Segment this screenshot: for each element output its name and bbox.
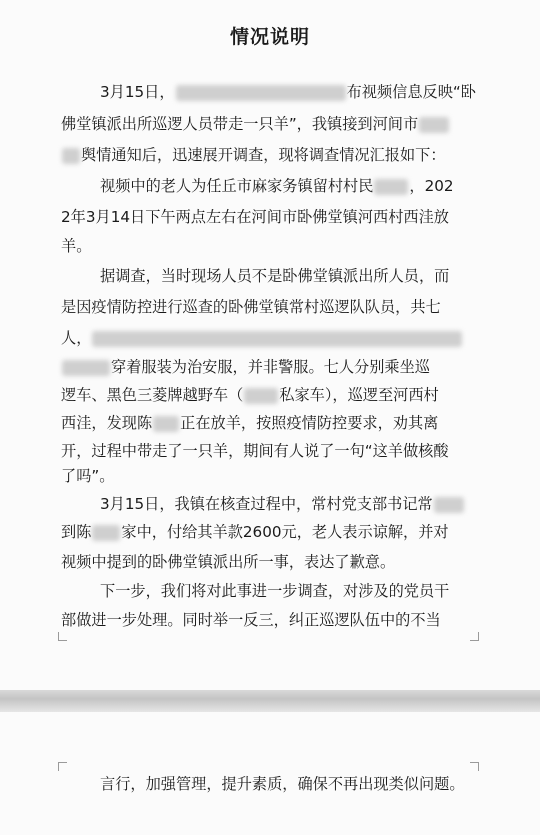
text-segment: 到陈: [61, 523, 92, 541]
text-segment: 西洼，发现陈: [61, 414, 153, 432]
text-line: 是因疫情防控进行巡查的卧佛堂镇常村巡逻队队员，共七: [61, 298, 441, 316]
text-segment: 布视频信息反映“卧: [346, 83, 476, 101]
text-line: 言行，加强管理，提升素质，确保不再出现类似问题。: [100, 775, 465, 793]
text-segment: 佛堂镇派出所巡逻人员带走一只羊”，我镇接到河间市: [61, 115, 419, 133]
text-line: [61, 328, 463, 348]
text-segment: 穿着服装为治安服，并非警服。七人分别乘坐巡: [111, 358, 430, 376]
redacted-block: [374, 179, 408, 195]
text-line: [61, 357, 430, 377]
text-line: [100, 494, 465, 514]
text-segment: 人，: [61, 329, 92, 347]
redacted-block: [92, 331, 462, 347]
text-line: [61, 522, 449, 542]
redacted-block: [62, 360, 110, 376]
redacted-block: [62, 148, 80, 164]
page-break: [0, 690, 540, 712]
text-segment: 3月15日，: [100, 83, 175, 101]
text-segment: 正在放羊，按照疫情防控要求，劝其离: [180, 414, 439, 432]
text-line: [100, 176, 454, 196]
margin-marker: [58, 762, 67, 771]
redacted-block: [176, 85, 346, 101]
margin-marker: [58, 632, 67, 641]
text-line: 下一步，我们将对此事进一步调查，对涉及的党员干: [100, 582, 450, 600]
redacted-block: [419, 117, 449, 133]
text-line: 视频中提到的卧佛堂镇派出所一事，表达了歉意。: [61, 553, 396, 571]
text-segment: 舆情通知后，迅速展开调查，现将调查情况汇报如下：: [81, 146, 446, 164]
margin-marker: [470, 632, 479, 641]
text-segment: 视频中的老人为任丘市麻家务镇留村村民: [100, 177, 374, 195]
text-line: [100, 82, 476, 102]
text-line: 了吗”。: [61, 467, 115, 485]
text-segment: 逻车、黑色三菱牌越野车（: [61, 386, 244, 404]
text-line: 2年3月14日下午两点左右在河间市卧佛堂镇河西村西洼放: [61, 208, 449, 226]
text-segment: 3月15日，我镇在核查过程中，常村党支部书记常: [100, 495, 433, 513]
text-line: 开，过程中带走了一只羊，期间有人说了一句“这羊做核酸: [61, 442, 449, 460]
text-line: 部做进一步处理。同时举一反三，纠正巡逻队伍中的不当: [61, 611, 441, 629]
redacted-block: [92, 525, 120, 541]
document-title: 情况说明: [229, 26, 310, 48]
text-line: [61, 145, 446, 165]
text-segment: ，202: [409, 177, 454, 195]
text-line: 据调查，当时现场人员不是卧佛堂镇派出所人员，而: [100, 267, 450, 285]
redacted-block: [244, 388, 278, 404]
text-line: [61, 413, 438, 433]
text-segment: 私家车），巡逻至河西村: [279, 386, 439, 404]
redacted-block: [434, 497, 464, 513]
text-line: [61, 114, 450, 134]
redacted-block: [153, 416, 179, 432]
margin-marker: [470, 762, 479, 771]
text-line: 羊。: [61, 237, 92, 255]
text-segment: 家中，付给其羊款2600元，老人表示谅解，并对: [121, 523, 449, 541]
document-page-2: [0, 712, 540, 835]
text-line: [61, 385, 439, 405]
